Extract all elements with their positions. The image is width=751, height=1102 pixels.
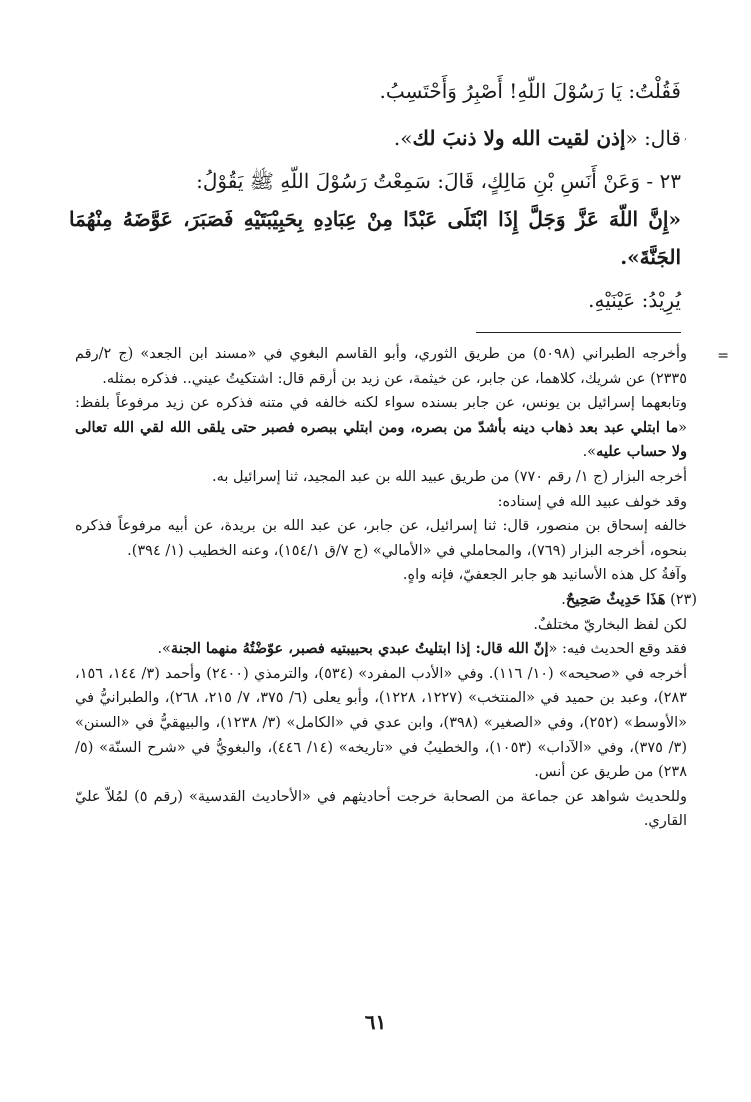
footnote-heading [75,588,697,613]
page-number: ٦١ [364,1010,387,1034]
footnote-text: وتابعهما إسرائيل بن يونس، عن جابر بسنده سواء لكنه خالفه في متنه فذكره عن زيد مرفوعاً بلفظ: « [75,395,687,436]
hadith-explanation: يُرِيْدُ: عَيْنَيْهِ. [588,288,681,312]
footnote-paragraph: وللحديث شواهد عن جماعة من الصحابة خرجت أحاديثهم في «الأحاديث القدسية» (رقم ٥) لمُلاّ عليّ القاري. [75,788,687,830]
footnote-paragraph: أخرجه البزار (ج ١/ رقم ٧٧٠) من طريق عبيد الله بن عبد المجيد، ثنا إسرائيل به. [212,468,687,485]
footnote-paragraph: وقد خولف عبيد الله في إسناده: [497,493,687,510]
main-line-1: فَقُلْتُ: يَا رَسُوْلَ اللّهِ! أَصْبِرُ وَأَحْتَسِبُ. [379,79,681,103]
footnote-bold-quote: ما ابتلي عبد بعد ذهاب دينه بأشدّ من بصره، ومن ابتلي ببصره فصبر حتى يلقى الله لقي الله تعالى ولا حساب عليه [75,418,687,461]
footnote-number: (٢٣) [665,591,697,608]
quote-open: قال: « [625,126,681,150]
hadith-text: «إِنَّ اللّهَ عَزَّ وَجَلَّ إِذَا ابْتَلَى عَبْدًا مِنْ عِبَادِهِ بِحَبِيْبَتَيْهِ فَصَبَرَ، عَوَّضَهُ مِنْهُمَا الجَنَّةَ». [69,207,681,269]
footnotes [75,342,729,834]
footnote-paragraph: وآفةُ كل هذه الأسانيد هو جابر الجعفيّ، فإنه واهٍ. [402,567,687,584]
footnote-text: . [561,591,566,608]
margin-mark: , [684,131,688,142]
quote-bold: إذن لقيت الله ولا ذنبَ لك [412,126,626,150]
footnote-grade: هَذَا حَدِيثٌ صَحِيحٌ [565,590,666,608]
hadith-intro: ٢٣ - وَعَنْ أَنَسِ بْنِ مَالِكٍ، قَالَ: سَمِعْتُ رَسُوْلَ اللّهِ ﷺ يَقُوْلُ: [196,169,681,193]
footnote-text: ». [157,641,171,658]
footnote-paragraph [75,637,687,662]
footnote-paragraph: لكن لفظ البخاريّ مختلفٌ. [533,616,687,633]
footnote-separator [476,332,681,333]
footnote-text: ». [582,444,597,461]
footnote-paragraph: خالفه إسحاق بن منصور، قال: ثنا إسرائيل، عن جابر، عن عبد الله بن بريدة، عن أبيه مرفوعاً فذكره بنحوه، أخرجه البزار (٧٦٩)، والمحاملي في «الأمالي» (ج ٧/ق ١٥٤/١)، وعنه الخطيب (١/ ٣٩٤). [75,518,687,559]
quote-close: ». [393,126,413,150]
main-line-2 [69,118,681,162]
footnote-paragraph: وأخرجه الطبراني (٥٠٩٨) من طريق الثوري، وأبو القاسم البغوي في «مسند ابن الجعد» (ج ٢/رقم ٢٣٣٥) عن شريك، كلاهما، عن جابر، عن خيثمة، عن زيد بن أرقم قال: اشتكيتُ عيني.. فذكره بمثله. [75,346,687,387]
footnote-text: فقد وقع الحديث فيه: « [548,641,687,658]
footnote-bold-quote: إنّ الله قال: إذا ابتليتُ عبدي بحبيبتيه فصبر، عوّضْتُهُ منهما الجنة [170,640,549,658]
footnote-paragraph [75,391,687,465]
continuation-marker: = [717,348,729,364]
footnote-paragraph: أخرجه في «صحيحه» (١٠/ ١١٦). وفي «الأدب المفرد» (٥٣٤)، والترمذي (٢٤٠٠) وأحمد (٣/ ١٤٤، ١٥٦، ٢٨٣)، وعبد بن حميد في «المنتخب» (١٢٢٧، ١٢٢٨)، وأبو يعلى (٦/ ٣٧٥، ٧/ ٢١٥، ٢٦٨)، والطبرانيُّ في «الأوسط» (٢٥٢)، وفي «الصغير» (٣٩٨)، وابن عدي في «الكامل» (٣/ ١٢٣٨)، والبيهقيُّ في «السنن» (٣/ ٣٧٥)، وفي «الآداب» (١٠٥٣)، والخطيبُ في «تاريخه» (١٤/ ٤٤٦)، والبغويُّ في «شرح السنّة» (٥/ ٢٣٨) من طريق عن أنس. [75,665,688,781]
main-text [69,70,681,320]
